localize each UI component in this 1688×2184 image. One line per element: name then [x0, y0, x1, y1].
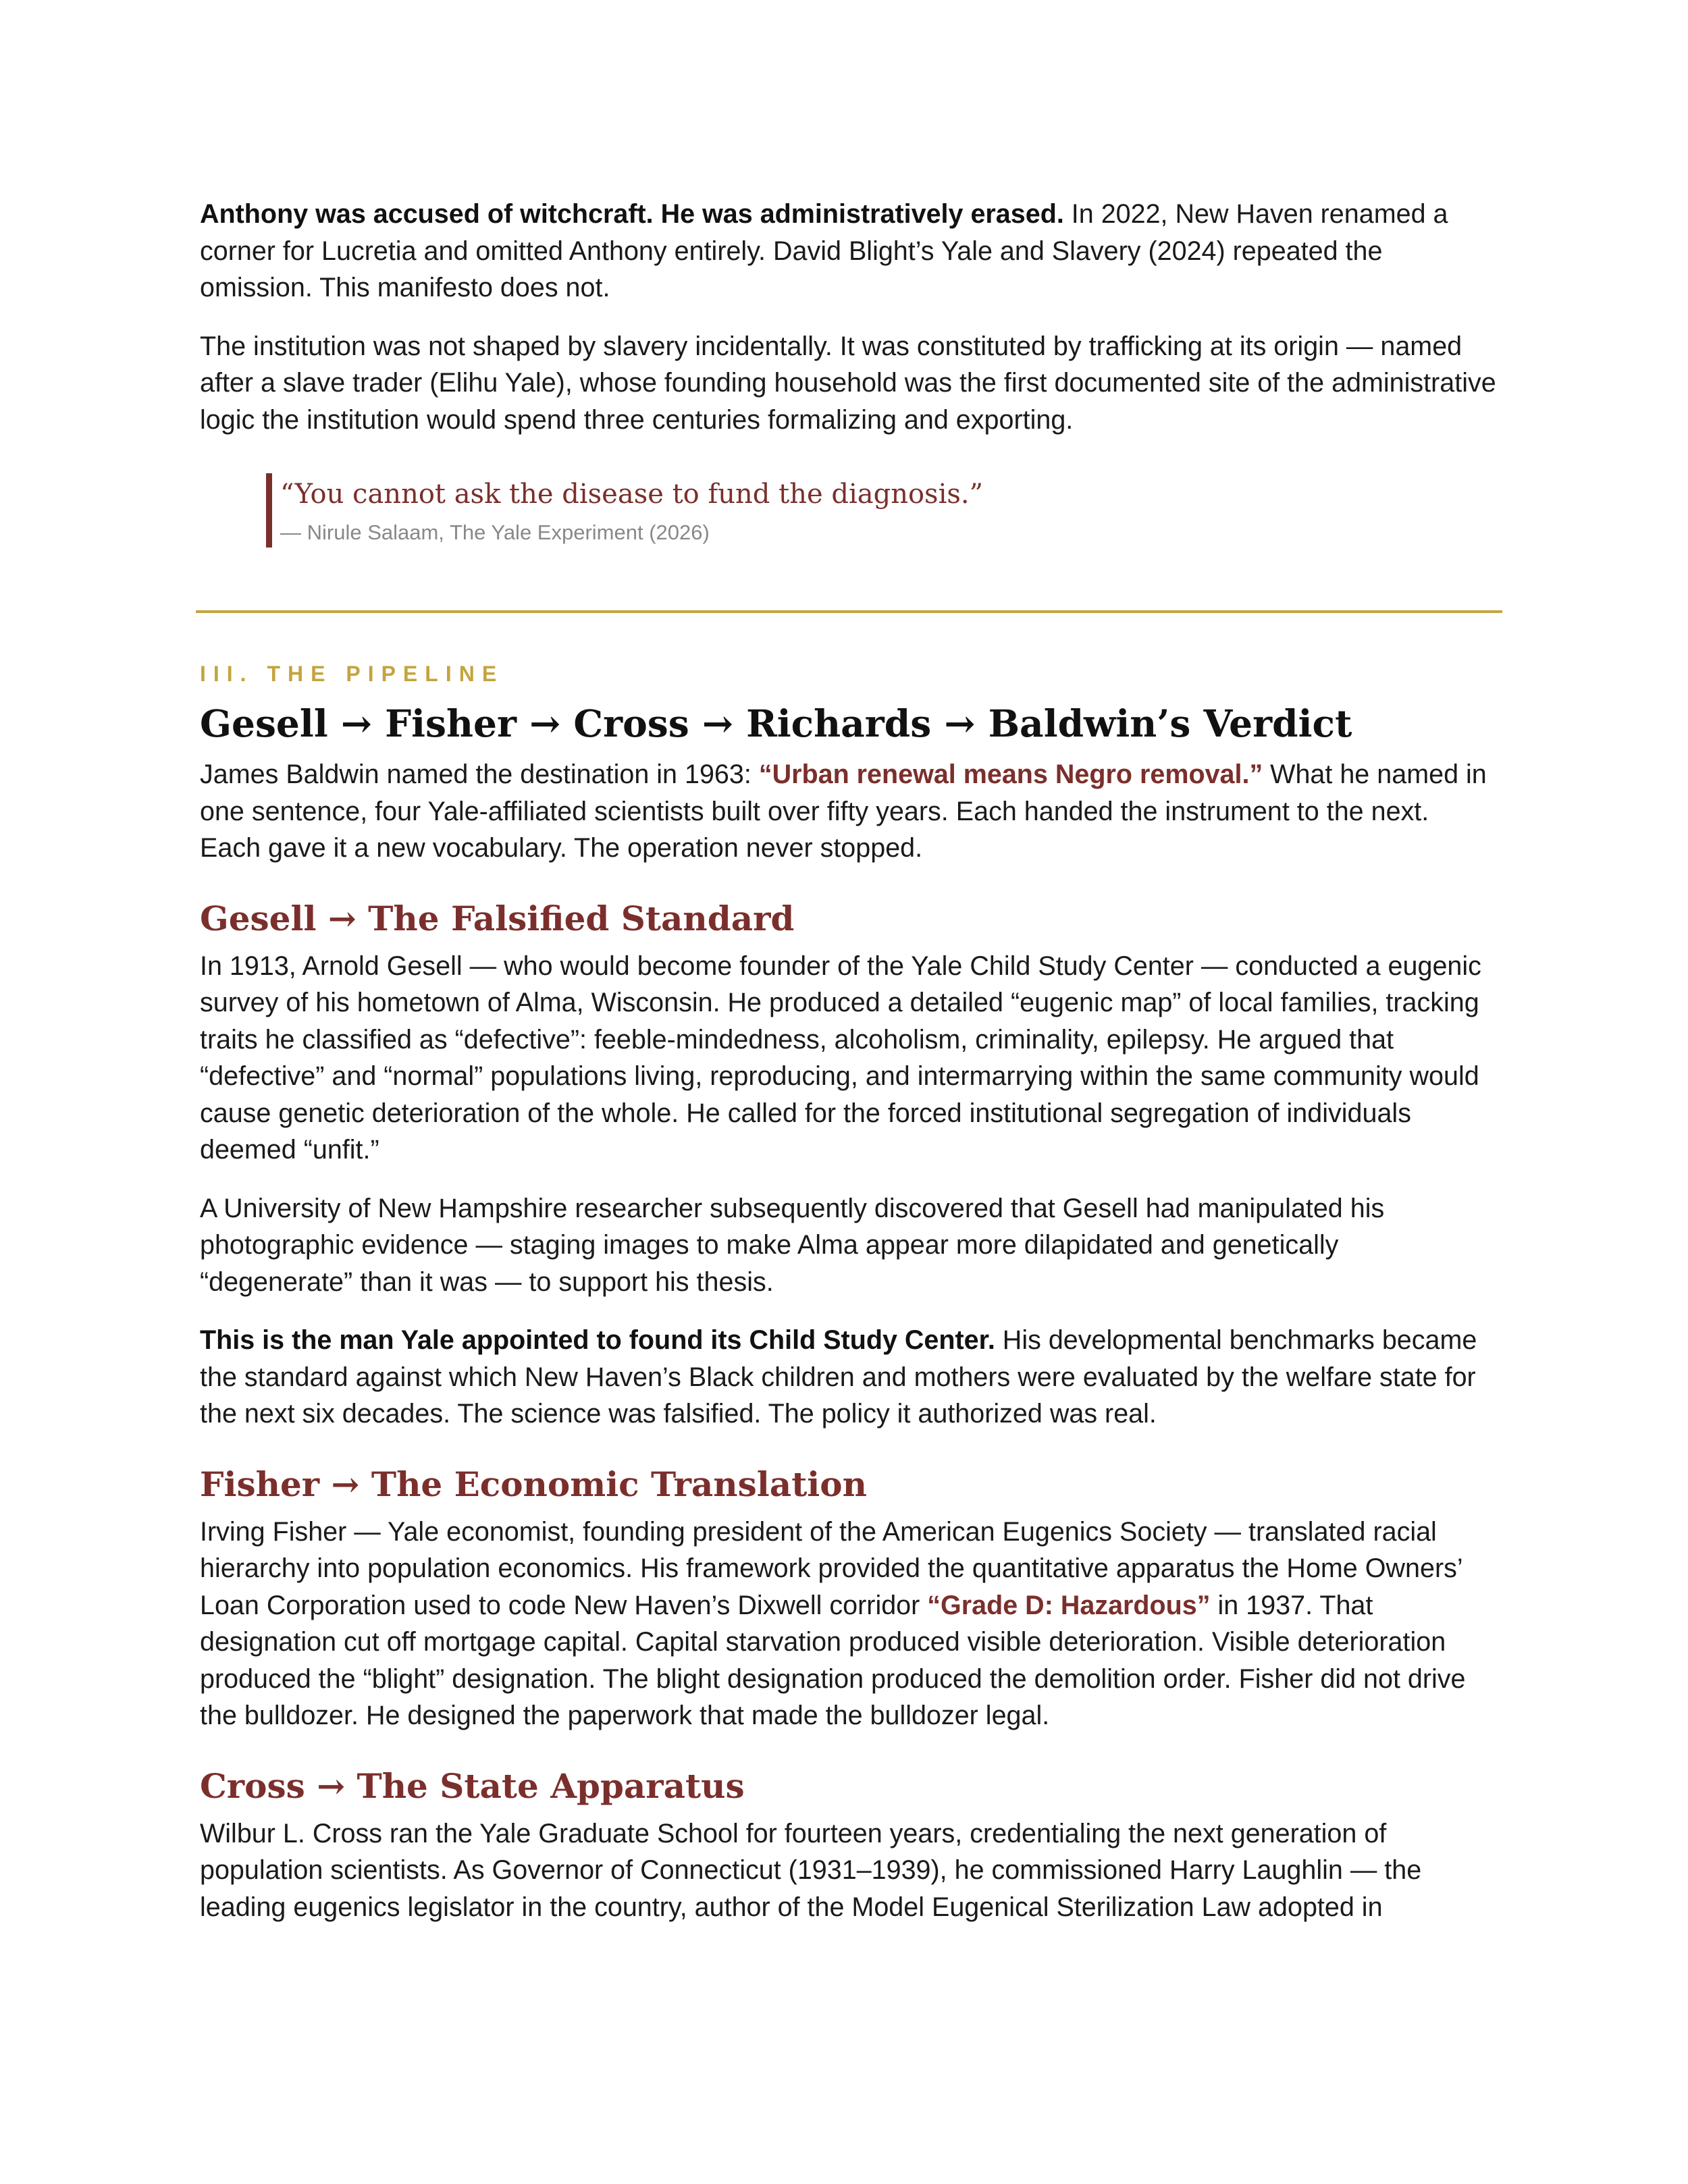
intro-paragraph-2: The institution was not shaped by slavery incidentally. It was constituted by trafficking at its origin — named after a slave trader (Elihu Yale), whose founding household was the first documented site of the administrative logic the institution would spend three centuries formalizing and exporting.: [200, 331, 1496, 435]
section-divider: [196, 610, 1502, 613]
cross-paragraph-1: Wilbur L. Cross ran the Yale Graduate School for fourteen years, credentialing the next generation of population scientists. As Governor of Connecticut (1931–1939), he commissioned Harry Laughlin — the leading eugenics legislator in the country, author of the Model Eugenical Sterilization Law adopted in: [200, 1818, 1422, 1922]
fisher-paragraph-1: [200, 1514, 1496, 1734]
pull-quote-attribution: — Nirule Salaam, The Yale Experiment (2026): [280, 521, 710, 544]
pull-quote-text: “You cannot ask the disease to fund the diagnosis.”: [280, 479, 984, 510]
gesell-paragraph-3-bold: This is the man Yale appointed to found its Child Study Center.: [200, 1325, 995, 1355]
cross-heading: Cross → The State Apparatus: [200, 1765, 745, 1806]
gesell-paragraph-3-text: His developmental benchmarks became the standard against which New Haven’s Black children and mothers were evaluated by the welfare state for the next six decades. The science was falsified. The policy it authorized was real.: [200, 1325, 1477, 1429]
intro-paragraph-1: [200, 196, 1496, 307]
gesell-paragraph-2: A University of New Hampshire researcher subsequently discovered that Gesell had manipulated his photographic evidence — staging images to make Alma appear more dilapidated and genetically “degenerate” than it was — to support his thesis.: [200, 1193, 1385, 1297]
section-pipeline: [200, 659, 1496, 1947]
page-body: [200, 196, 1496, 548]
fisher-text-1: Irving Fisher — Yale economist, founding president of the American Eugenics Society — translated racial hierarchy into population economics. His framework provided the quantitative apparatus the Home Owners’ Loan Corporation used to code New Haven’s Dixwell corridor: [200, 1516, 1462, 1620]
fisher-text-2: in 1937. That designation cut off mortgage capital. Capital starvation produced visible deterioration. Visible deterioration produced the “blight” designation. The blight designation produced the demolition order. Fisher did not drive the bulldozer. He designed the paperwork that made the bulldozer legal.: [200, 1590, 1466, 1730]
intro-paragraph-1-text: In 2022, New Haven renamed a corner for Lucretia and omitted Anthony entirely. David Blight’s Yale and Slavery (2024) repeated the omission. This manifesto does not.: [200, 199, 1448, 302]
intro-paragraph-1-bold: Anthony was accused of witchcraft. He was administratively erased.: [200, 199, 1064, 229]
pull-quote: [266, 473, 1496, 548]
gesell-heading: Gesell → The Falsified Standard: [200, 898, 795, 938]
section-kicker: III. THE PIPELINE: [200, 662, 504, 686]
grade-d-highlight: “Grade D: Hazardous”: [927, 1590, 1211, 1620]
section-lead-paragraph: [200, 756, 1496, 867]
gesell-paragraph-1: In 1913, Arnold Gesell — who would become founder of the Yale Child Study Center — conducted a eugenic survey of his hometown of Alma, Wisconsin. He produced a detailed “eugenic map” of local families, tracking traits he classified as “defective”: feeble-mindedness, alcoholism, criminality, epilepsy. He argued that “defective” and “normal” populations living, reproducing, and intermarrying within the same community would cause genetic deterioration of the whole. He called for the forced institutional segregation of individuals deemed “unfit.”: [200, 951, 1481, 1165]
section-lead-text-1: James Baldwin named the destination in 1963:: [200, 760, 759, 789]
baldwin-quote-highlight: “Urban renewal means Negro removal.”: [758, 760, 1263, 789]
section-title: Gesell → Fisher → Cross → Richards → Baldwin’s Verdict: [200, 701, 1352, 745]
fisher-heading: Fisher → The Economic Translation: [200, 1464, 867, 1504]
gesell-paragraph-3: [200, 1322, 1496, 1433]
section-lead-text-2: What he named in one sentence, four Yale-affiliated scientists built over fifty years. Each handed the instrument to the next. Each gave it a new vocabulary. The operation never stopped.: [200, 760, 1487, 863]
